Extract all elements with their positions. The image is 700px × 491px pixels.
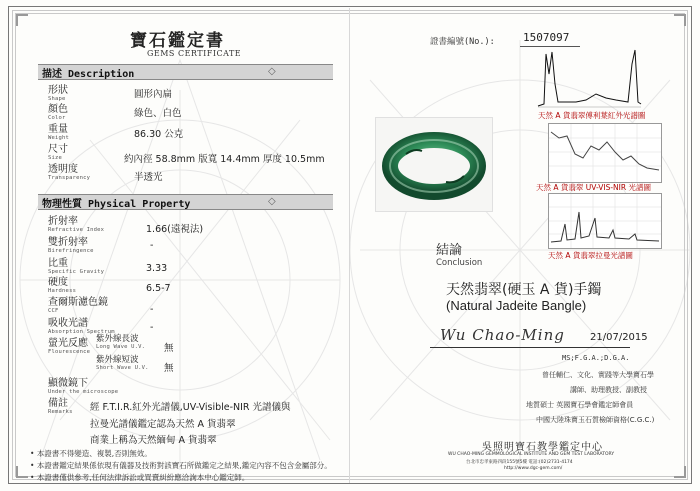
color-value: 綠色、白色 [134,108,182,119]
ftir-spectrum-graph [536,44,642,110]
institute-name: 吳照明寶石教學鑑定中心 [482,442,603,453]
raman-spectrum [548,193,662,249]
row-label: 備註 [48,398,68,409]
description-row [48,100,68,121]
signature-line [430,347,630,348]
footnote: • 本證書鑑定結果係依現有儀器及技術對該寶石所做鑑定之結果,鑑定內容不包含金屬部分。 [30,461,332,470]
description-row [48,81,68,102]
row-label: 顯微鏡下 [48,378,88,389]
page-fold [349,8,350,483]
bio-line: 曾任輔仁、文化、實踐等大學寶石學 [542,371,654,379]
row-label: 重量 [48,124,68,135]
row-label: 吸收光譜 [48,318,88,329]
short-wave-value: 無 [164,363,174,374]
certificate-title: 寶石鑑定書 [130,31,225,51]
row-label: 查爾斯濾色鏡 [48,297,108,308]
shape-value: 圓形內扁 [134,89,173,100]
physical-row [48,273,76,294]
short-wave-label [96,353,149,371]
remarks-label [48,394,73,415]
remarks-line: 商業上稱為天然緬甸 A 貨翡翠 [90,435,217,446]
row-label-en: Shape [48,96,66,102]
corner-ornament-icon [16,466,28,478]
corner-ornament-icon [674,14,686,26]
corner-ornament-icon [674,466,686,478]
signature-date: 21/07/2015 [590,332,648,343]
size-value: 約內徑 58.8mm 版寬 14.4mm 厚度 10.5mm [124,154,325,165]
conclusion-result-en: (Natural Jadeite Bangle) [446,298,587,313]
conclusion-label: 結論 [436,243,463,258]
footnote: • 本證書僅供參考,任何法律訴訟或買賣糾紛應洽詢本中心鑑定師。 [30,473,250,482]
bio-line: 地質碩士 英國寶石學會鑑定師會員 [526,401,634,409]
description-header-label: 描述 Description [42,69,135,80]
footnote-text: 本證書僅供參考,任何法律訴訟或買賣糾紛應洽詢本中心鑑定師。 [36,473,250,482]
physical-header [38,194,333,210]
row-label-en: Remarks [48,409,73,415]
row-label-en: Flourescence [48,349,91,355]
certificate-title-en: GEMS CERTIFICATE [147,49,242,58]
row-label: 折射率 [48,216,78,227]
long-wave-label [96,332,145,350]
short-wave-zh: 紫外線短波 [96,355,139,365]
row-label: 硬度 [48,277,68,288]
physical-row [48,293,108,314]
remarks-line: 拉曼光譜儀鑑定認為天然 A 貨翡翠 [90,419,236,430]
row-label-en: Specific Gravity [48,269,105,275]
row-label-en: Birefringence [48,248,94,254]
row-label-en: Transparency [48,175,91,181]
physical-header-label: 物理性質 Physical Property [42,199,191,210]
long-wave-zh: 紫外線長波 [96,334,139,344]
corner-ornament-icon [16,14,28,26]
refractive-index-value: 1.66(遠視法) [146,224,204,235]
row-label: 螢光反應 [48,338,88,349]
row-label-en: Hardness [48,288,77,294]
weight-value: 86.30 公克 [134,129,184,140]
jade-bangle-icon [376,118,492,211]
footnote: • 本證書不得變造、複製,否則無效。 [30,449,152,458]
birefringence-value: - [150,240,154,251]
uv-vis-spectrum-graph [549,124,661,182]
description-header [38,64,333,80]
description-row [48,160,90,181]
spectrum-caption: 天然 A 貨翡翠傅利葉紅外光譜圖 [538,111,646,120]
conclusion-label-en: Conclusion [436,258,483,268]
row-label: 透明度 [48,164,78,175]
row-label-en: Under the microscope [48,389,119,395]
ftir-spectrum [536,44,642,110]
row-label-en: Weight [48,135,70,141]
specific-gravity-value: 3.33 [146,263,168,274]
spectrum-caption: 天然 A 貨翡翠拉曼光譜圖 [548,251,633,260]
long-wave-en: Long Wave U.V. [96,344,146,350]
physical-row [48,233,94,254]
row-label: 顏色 [48,104,68,115]
footnote-text: 本證書鑑定結果係依現有儀器及技術對該寶石所做鑑定之結果,鑑定內容不包含金屬部分。 [36,461,332,470]
serial-label: 證書編號(No.): [430,37,495,47]
row-label-en: Absorption Spectrum [48,329,115,335]
institute-address: 台北市忠孝東路四段155號5樓 電話:(02)2731-4174 [466,460,573,465]
gem-photo [375,117,493,212]
bio-line: 講師、助理教授、副教授 [570,386,647,394]
hardness-value: 6.5-7 [146,283,171,294]
description-row [48,120,69,141]
spectrum-caption: 天然 A 貨翡翠 UV-VIS-NIR 光譜圖 [536,183,651,192]
signature-credentials: MS;F.G.A.;D.G.A. [562,354,630,362]
row-label-en: Refractive Index [48,227,105,233]
ccf-value: - [150,304,154,315]
institute-name-en: WU CHAO-MING GEMMOLOGICAL INSTITUTE AND GEM TEST LABORATORY [448,452,615,457]
physical-row [48,212,104,233]
uv-vis-spectrum [548,123,662,183]
bio-line: 中國大陸珠寶玉石質檢師資格(C.G.C.) [536,416,655,424]
remarks-line: 經 F.T.I.R.紅外光譜儀,UV-Visible-NIR 光譜儀與 [90,402,291,413]
row-label: 比重 [48,258,68,269]
row-label-en: CCF [48,308,59,314]
institute-web: http://www.dgc-gem.com/ [504,466,563,471]
description-row [48,140,68,161]
serial-number: 1507097 [523,31,570,44]
raman-spectrum-graph [549,194,661,248]
row-label: 尺寸 [48,144,68,155]
short-wave-en: Short Wave U.V. [96,365,149,371]
conclusion-result: 天然翡翠(硬玉 A 貨)手鐲 [446,282,602,298]
absorption-value: - [150,322,154,333]
physical-row [48,254,104,275]
transparency-value: 半透光 [134,172,163,183]
microscope-row [48,374,118,395]
row-label-en: Size [48,155,63,161]
fluorescence-row [48,334,90,355]
diamond-icon: ◇ [268,66,276,77]
long-wave-value: 無 [164,343,174,354]
row-label-en: Color [48,115,66,121]
signature: Wu Chao-Ming [440,326,565,344]
row-label: 形狀 [48,85,68,96]
row-label: 雙折射率 [48,237,88,248]
diamond-icon: ◇ [268,196,276,207]
footnote-text: 本證書不得變造、複製,否則無效。 [36,449,152,458]
